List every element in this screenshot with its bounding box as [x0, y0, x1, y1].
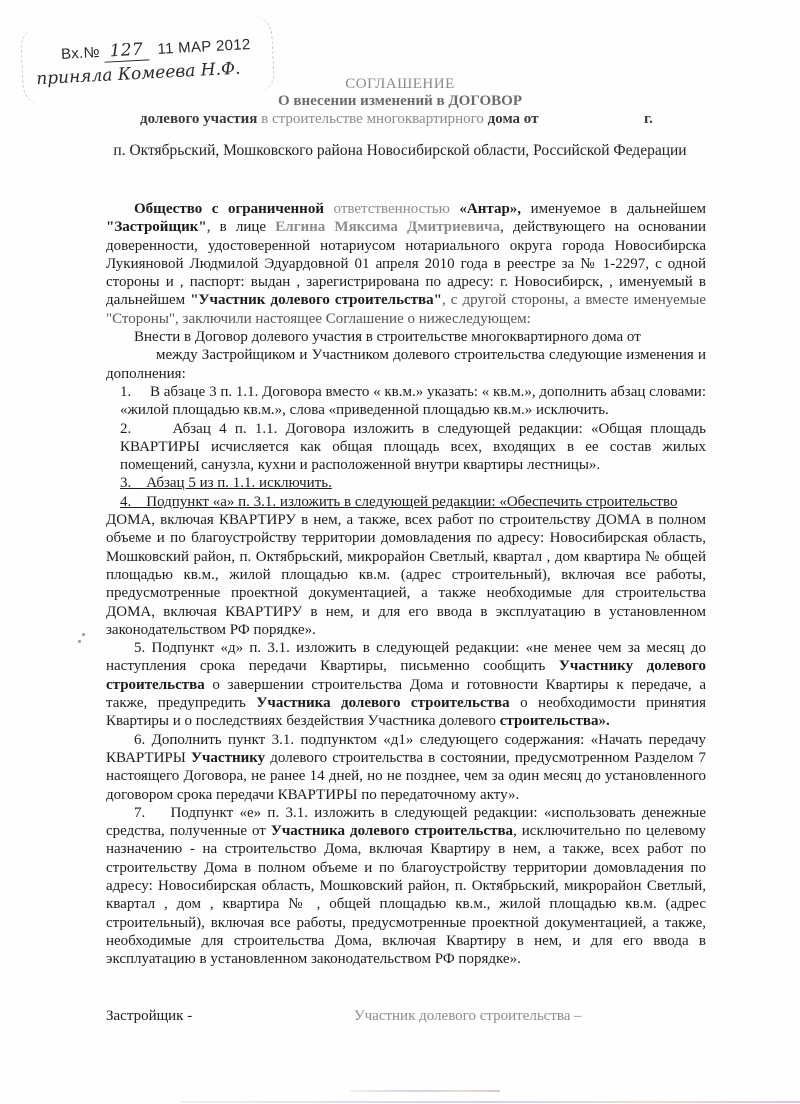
item-text: , исключительно по целевому назначению - на строительство Дома, включая Квартиру в нем, а также, всех работ по строительству Дома в полном объеме и по благоустройству территории домовладения по адресу: Новосибирская область, Мошковский район, п. Октябрьский, микрорайон Светлый, квартал , дом , квартира № , общей площадью кв.м., жилой площадью кв.м. (адрес строительный), включая все работы, предусмотренные проектной документацией, а также, необходимые для строительства Дома, включая Квартиру в нем, и для его ввода в эксплуатацию в установленном законодательством РФ порядке». [106, 823, 706, 968]
item-number: 1. [120, 383, 132, 400]
item-text: Подпункт «е» п. 3.1. изложить в следующей редакции: «использовать денежные средства, полученные от [106, 804, 706, 840]
subtitle-year-suffix: г. [644, 111, 653, 127]
subtitle-bold-1: долевого участия [140, 111, 258, 127]
intro-text-2: между Застройщиком и Участником долевого строительства следующие изменения и дополнения: [106, 347, 707, 382]
item-number: 3. [120, 475, 132, 492]
item-number: 7. [134, 804, 146, 821]
document-subtitle-line3 [140, 111, 680, 128]
item-bold-term: Участника долевого строительства [256, 695, 510, 712]
amendment-item-5 [106, 639, 706, 730]
scan-speck [82, 633, 85, 636]
scan-artifact-line [180, 1101, 800, 1103]
item-number: 6. [134, 731, 146, 748]
preamble-redacted-address: , зарегистрирована по адресу: г. Новосибирск, [290, 274, 604, 291]
preamble-text: , в лице [206, 219, 276, 236]
item-text: Абзац 4 п. 1.1. Договора изложить в следующей редакции: «Общая площадь КВАРТИРЫ исчисляется как общая площадь всех, входящих в ее состав жилых помещений, санузла, кухни и расположенной внутри квартиры лестницы». [120, 420, 706, 474]
preamble-redacted-passport: , паспорт: выдан [173, 274, 291, 291]
item-bold-term: строительства». [499, 713, 610, 730]
amendment-item-6 [106, 731, 706, 804]
preamble-text: именуемое в дальнейшем [521, 201, 706, 217]
subtitle-bold-2: дома от [483, 111, 539, 127]
preamble-paragraph [106, 200, 706, 328]
item-bold-term: Участнику [190, 749, 266, 766]
intro-paragraph [106, 328, 706, 383]
document-body [106, 200, 706, 968]
stamp-handwritten-note: приняла Комеева Н.Ф. [35, 58, 241, 90]
item-number: 2. [120, 420, 132, 437]
preamble-representative: Елгина Мяксима Дмитриевича [275, 219, 501, 236]
preamble-developer-term: "Застройщик" [106, 219, 207, 236]
item-text: В абзаце 3 п. 1.1. Договора вместо « кв.м.» указать: « кв.м.», дополнить абзац словами: «жилой площадью кв.м.», слова «приведенной площадью кв.м.» исключить. [120, 383, 707, 419]
item-number: 5. [134, 640, 146, 657]
amendment-item-4 [106, 493, 706, 639]
item-text: долевого строительства в состоянии, предусмотренном Разделом 7 настоящего Договора, не ранее 14 дней, но не позднее, чем за один месяц до установленного договором срока передачи КВАРТИРЫ по передаточному акту». [106, 749, 707, 803]
amendment-item-7 [106, 804, 706, 969]
scan-artifact-line [350, 1090, 500, 1092]
scan-speck [78, 640, 81, 643]
subtitle-light: в строительстве многоквартирного [257, 111, 484, 127]
item-text: Подпункт «д» п. 3.1. изложить в следующей редакции: «не менее чем за месяц до наступления срока передачи Квартиры, письменно сообщить [106, 640, 707, 675]
preamble-text: , действующего на основании доверенности, удостоверенной нотариусом нотариального округа города Новосибирска Лукияновой Людмилой Эдуардовной 01 апреля 2010 года в реестре за № 1-2297, с одной стороны и [106, 219, 706, 291]
document-title: СОГЛАШЕНИЕ [345, 76, 455, 92]
item-text: ДОМА, включая КВАРТИРУ в нем, а также, всех работ по строительству ДОМА в полном объеме и по благоустройству территории домовладения по адресу: Новосибирская область, Мошковский район, п. Октябрьский, микрорайон Светлый, квартал , дом квартира № общей площадью кв.м., жилой площадью кв.м. (адрес строительный), включая все работы, предусмотренные проектной документацией, а также необходимые для строительства ДОМА, включая КВАРТИРУ в нем, и для его ввода в эксплуатацию в установленном законодательством РФ порядке». [106, 512, 706, 638]
item-underlined-text: Подпункт «а» п. 3.1. изложить в следующей редакции: «Обеспечить строительство [146, 493, 678, 510]
amendment-item-2 [120, 420, 706, 475]
developer-signature-label: Застройщик - [106, 1008, 193, 1024]
preamble-party-name-1: Общество с ограниченной [134, 201, 324, 217]
stamp-prefix: Вх.№ [60, 43, 101, 63]
item-text: о завершении строительства Дома и готовности Квартиры к передаче, а также, предупредить [106, 676, 706, 712]
item-text: Дополнить пункт 3.1. подпунктом «д1» следующего содержания: «Начать передачу КВАРТИРЫ [106, 731, 707, 766]
item-heading-underlined [120, 493, 677, 511]
amendment-item-3 [120, 474, 706, 492]
preamble-text: ответственностью [323, 201, 460, 217]
item-bold-term: Участнику долевого строительства [106, 658, 706, 693]
item-text: о необходимости принятия Квартиры и о последствиях бездействия Участника долевого [106, 695, 706, 730]
stamp-number: 127 [103, 39, 149, 62]
document-place: п. Октябрьский, Мошковского района Новосибирской области, Российской Федерации [113, 142, 687, 159]
stamp-date: 11 МАР 2012 [157, 36, 251, 58]
participant-signature-label: Участник долевого строительства – [354, 1008, 582, 1024]
item-bold-term: Участника долевого строительства [270, 823, 514, 840]
intro-text: Внести в Договор долевого участия в строительстве многоквартирного дома от [134, 329, 641, 346]
preamble-text: , именуемый в дальнейшем [106, 274, 706, 309]
item-text: Абзац 5 из п. 1.1. исключить. [146, 475, 332, 492]
amendment-item-1 [120, 383, 706, 420]
preamble-company-name: «Антар», [459, 201, 522, 217]
preamble-participant-term: "Участник долевого строительства" [190, 292, 442, 309]
item-number: 4. [120, 493, 132, 510]
document-subtitle: О внесении изменений в ДОГОВОР [278, 93, 522, 109]
preamble-text: , с другой стороны, а вместе именуемые "Стороны", заключили настоящее Соглашение о нижеследующем: [106, 292, 706, 327]
